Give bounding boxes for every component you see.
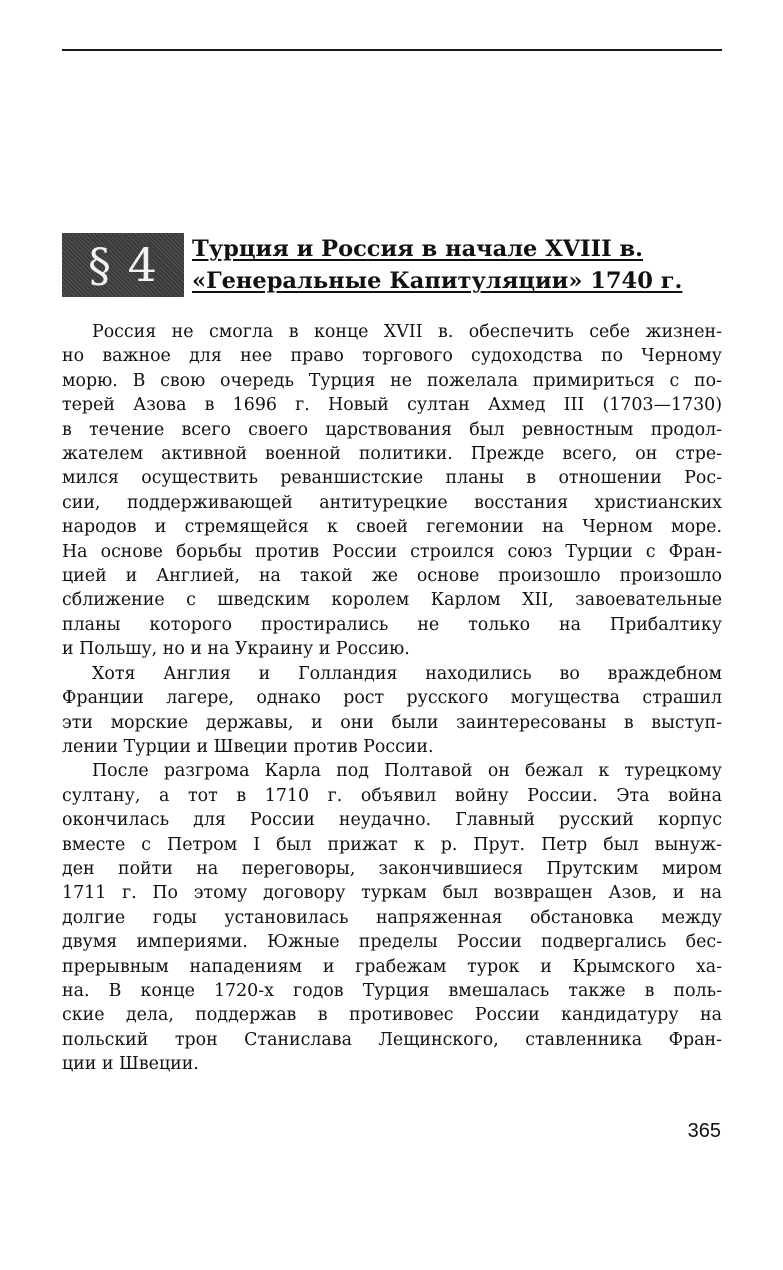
text-line: сближение с шведским королем Карлом XII, завоевательные <box>62 590 722 611</box>
text-line: 1711 г. По этому договору туркам был возвращен Азов, и на <box>62 883 722 904</box>
page-number: 365 <box>687 1120 721 1142</box>
text-line: На основе борьбы против России строился союз Турции с Фран- <box>62 541 722 562</box>
text-line: планы которого простирались не только на Прибалтику <box>62 614 722 635</box>
text-line: Хотя Англия и Голландия находились во враждебном <box>92 663 722 684</box>
text-line: цией и Англией, на такой же основе произошло произошло <box>62 566 722 587</box>
text-line: народов и стремящейся к своей гегемонии на Черном море. <box>62 517 722 538</box>
section-title-line-1: Турция и Россия в начале XVIII в. <box>192 236 643 262</box>
paragraph-3 <box>62 759 722 1076</box>
text-line: мился осуществить реваншистские планы в отношении Рос- <box>62 468 722 489</box>
text-line: ден пойти на переговоры, закончившиеся Прутским миром <box>62 858 722 879</box>
text-line: сии, поддерживающей антитурецкие восстания христианских <box>62 492 722 513</box>
text-line: на. В конце 1720-х годов Турция вмешалась также в поль- <box>62 980 722 1001</box>
text-line: Россия не смогла в конце XVII в. обеспечить себе жизнен- <box>92 322 722 342</box>
text-line: Франции лагере, однако рост русского могущества страшил <box>62 688 722 709</box>
text-line: долгие годы установилась напряженная обстановка между <box>62 907 722 928</box>
text-line: жателем активной военной политики. Прежде всего, он стре- <box>62 444 722 465</box>
text-line: вместе с Петром I был прижат к р. Прут. Петр был вынуж- <box>62 834 722 855</box>
section-header <box>62 233 722 297</box>
text-line: терей Азова в 1696 г. Новый султан Ахмед III (1703—1730) <box>62 395 722 416</box>
text-line: ции и Швеции. <box>62 1054 199 1075</box>
text-line: в течение всего своего царствования был ревностным продол- <box>62 419 722 440</box>
text-line: ские дела, поддержав в противовес России кандидатуру на <box>62 1005 722 1026</box>
text-line: эти морские державы, и они были заинтересованы в выступ- <box>62 712 722 733</box>
top-divider <box>62 49 722 51</box>
text-line: лении Турции и Швеции против России. <box>62 736 434 757</box>
text-line: султану, а тот в 1710 г. объявил войну России. Эта война <box>62 785 722 806</box>
text-line: После разгрома Карла под Полтавой он бежал к турецкому <box>92 761 722 782</box>
paragraph-2 <box>62 662 722 760</box>
section-title <box>192 233 722 297</box>
text-line: двумя империями. Южные пределы России подвергались бес- <box>62 932 722 953</box>
text-line: морю. В свою очередь Турция не пожелала примириться с по- <box>62 370 722 391</box>
body-text <box>62 320 722 1077</box>
text-line: польский трон Станислава Лещинского, ставленника Фран- <box>62 1029 722 1050</box>
text-line: окончилась для России неудачно. Главный русский корпус <box>62 810 722 831</box>
section-number-badge: § 4 <box>62 233 184 297</box>
text-line: и Польшу, но и на Украину и Россию. <box>62 639 410 660</box>
paragraph-1 <box>62 320 722 662</box>
text-line: прерывным нападениям и грабежам турок и Крымского ха- <box>62 956 722 977</box>
text-line: но важное для нее право торгового судоходства по Черному <box>62 346 722 367</box>
section-title-line-2: «Генеральные Капитуляции» 1740 г. <box>192 268 683 294</box>
